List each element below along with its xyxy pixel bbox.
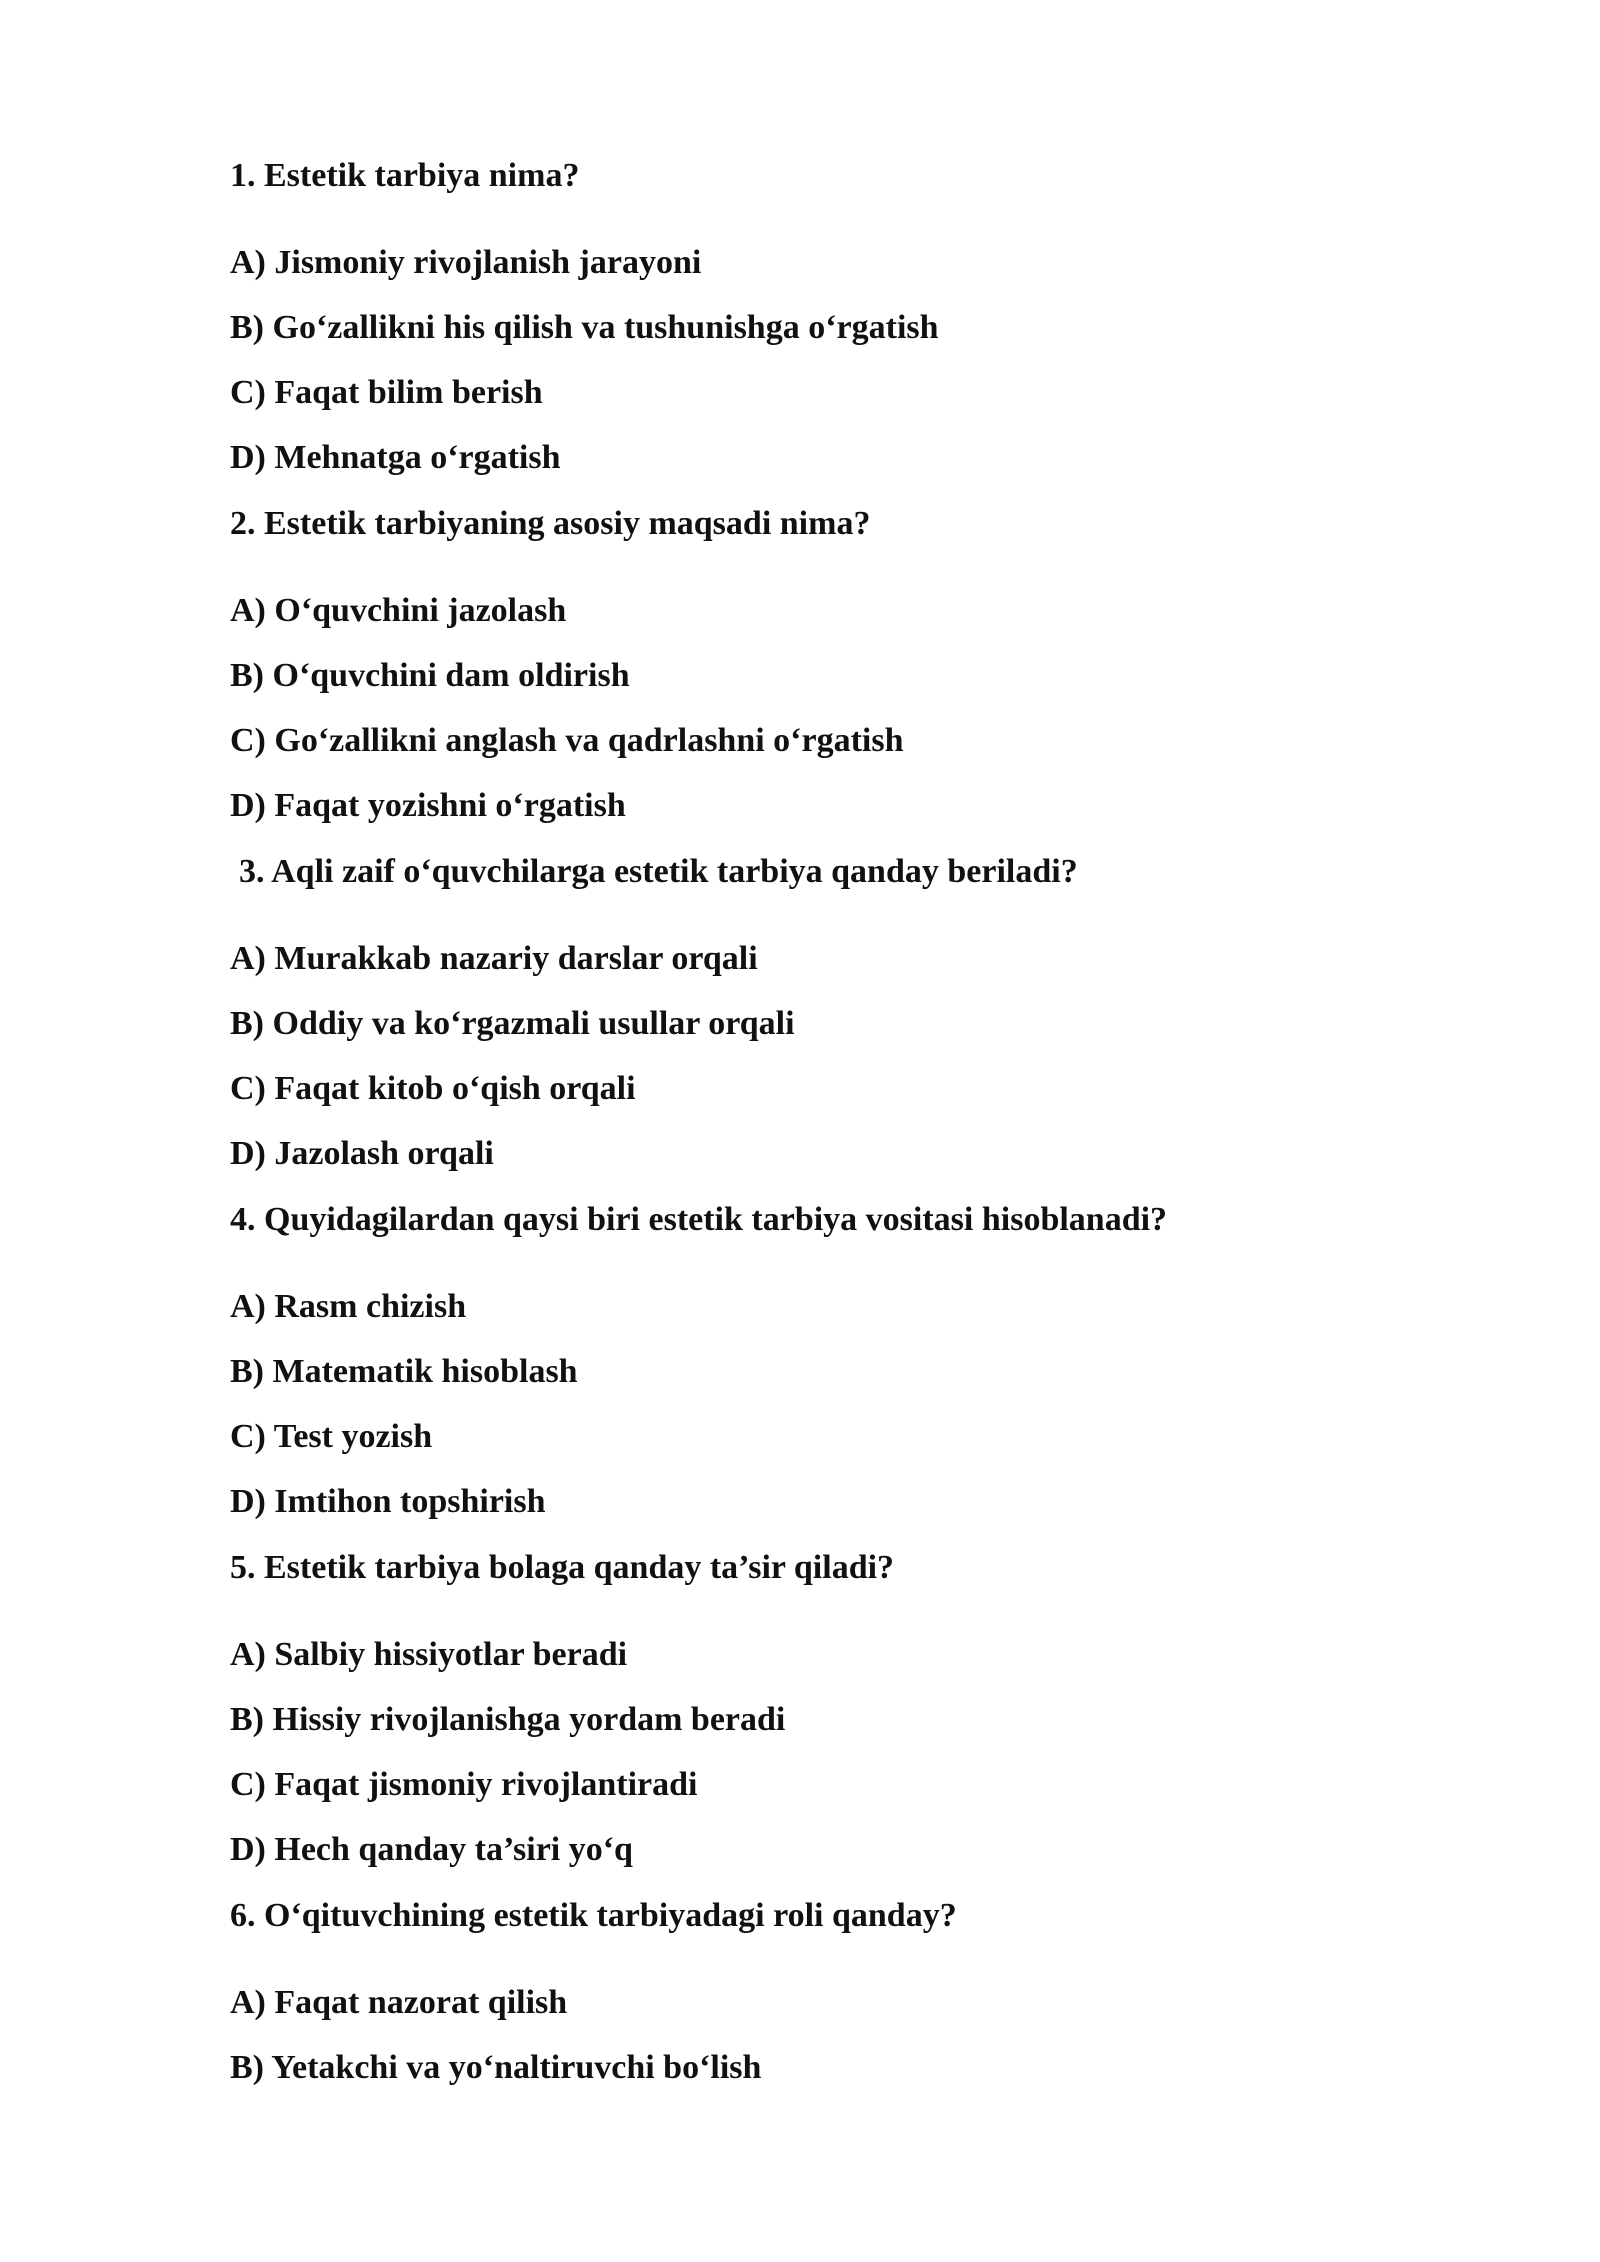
question-text: 5. Estetik tarbiya bolaga qanday ta’sir qiladi? xyxy=(230,1549,895,1586)
option-b: B) Hissiy rivojlanishga yordam beradi xyxy=(230,1701,786,1738)
option-b: B) Oddiy va ko‘rgazmali usullar orqali xyxy=(230,1005,795,1042)
option-b: B) Go‘zallikni his qilish va tushunishga o‘rgatish xyxy=(230,309,939,346)
options-list xyxy=(230,936,1430,1196)
question-text: 2. Estetik tarbiyaning asosiy maqsadi nima? xyxy=(230,505,871,542)
option-b: B) O‘quvchini dam oldirish xyxy=(230,657,630,694)
options-list xyxy=(230,1284,1430,1544)
option-d: D) Imtihon topshirish xyxy=(230,1483,546,1520)
question-block-5 xyxy=(230,1545,1430,1892)
options-list xyxy=(230,1632,1430,1892)
option-a: A) O‘quvchini jazolash xyxy=(230,592,567,629)
option-a: A) Salbiy hissiyotlar beradi xyxy=(230,1636,628,1673)
option-a: A) Jismoniy rivojlanish jarayoni xyxy=(230,244,702,281)
question-block-1 xyxy=(230,153,1430,500)
option-c: C) Faqat bilim berish xyxy=(230,374,543,411)
question-text: 6. O‘qituvchining estetik tarbiyadagi roli qanday? xyxy=(230,1897,957,1934)
option-c: C) Go‘zallikni anglash va qadrlashni o‘rgatish xyxy=(230,722,904,759)
option-d: D) Jazolash orqali xyxy=(230,1135,494,1172)
options-list xyxy=(230,240,1430,500)
options-list xyxy=(230,1980,1430,2110)
option-d: D) Mehnatga o‘rgatish xyxy=(230,439,561,476)
question-block-6 xyxy=(230,1893,1430,2110)
question-text: 4. Quyidagilardan qaysi biri estetik tarbiya vositasi hisoblanadi? xyxy=(230,1201,1168,1238)
question-block-4 xyxy=(230,1197,1430,1544)
option-b: B) Matematik hisoblash xyxy=(230,1353,578,1390)
option-a: A) Faqat nazorat qilish xyxy=(230,1984,568,2021)
option-a: A) Rasm chizish xyxy=(230,1288,467,1325)
option-d: D) Faqat yozishni o‘rgatish xyxy=(230,787,626,824)
option-c: C) Test yozish xyxy=(230,1418,433,1455)
option-a: A) Murakkab nazariy darslar orqali xyxy=(230,940,758,977)
option-c: C) Faqat kitob o‘qish orqali xyxy=(230,1070,636,1107)
option-b: B) Yetakchi va yo‘naltiruvchi bo‘lish xyxy=(230,2049,762,2086)
question-block-3 xyxy=(230,849,1430,1196)
question-text: 1. Estetik tarbiya nima? xyxy=(230,157,580,194)
question-text: 3. Aqli zaif o‘quvchilarga estetik tarbiya qanday beriladi? xyxy=(239,853,1078,890)
option-d: D) Hech qanday ta’siri yo‘q xyxy=(230,1831,633,1868)
option-c: C) Faqat jismoniy rivojlantiradi xyxy=(230,1766,698,1803)
options-list xyxy=(230,588,1430,848)
question-block-2 xyxy=(230,501,1430,848)
